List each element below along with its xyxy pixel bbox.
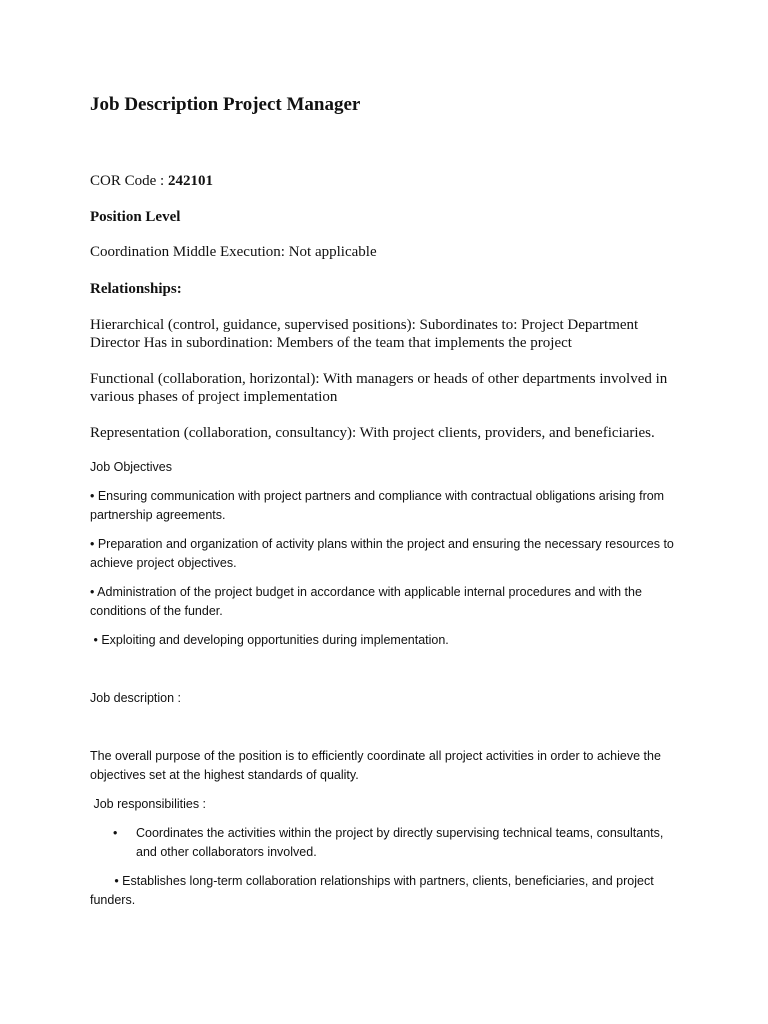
relationship-functional: Functional (collaboration, horizontal): With managers or heads of other departments involved in various phases of project implementation: [90, 371, 668, 405]
cor-code-label: COR Code :: [90, 173, 168, 189]
cor-code-line: [90, 172, 680, 190]
objectives-heading: Job Objectives: [90, 460, 172, 474]
position-level-text: Coordination Middle Execution: Not applicable: [90, 244, 377, 260]
responsibility-item: Coordinates the activities within the project by directly supervising technical teams, consultants, and other collaborators involved.: [136, 826, 664, 859]
responsibilities-heading: Job responsibilities :: [90, 797, 207, 811]
responsibility-item: • Establishes long-term collaboration relationships with partners, clients, beneficiaries, and project funders.: [90, 874, 658, 907]
responsibility-bullet: •: [113, 826, 118, 840]
description-heading: Job description :: [90, 691, 182, 705]
document-title: Job Description Project Manager: [90, 94, 361, 115]
objective-item: • Administration of the project budget in accordance with applicable internal procedures and with the conditions of the funder.: [90, 585, 642, 618]
relationships-heading: Relationships:: [90, 281, 182, 297]
relationship-representation: Representation (collaboration, consultancy): With project clients, providers, and beneficiaries.: [90, 425, 655, 441]
position-level-heading: Position Level: [90, 209, 181, 225]
relationship-hierarchical: Hierarchical (control, guidance, supervised positions): Subordinates to: Project Department Director Has in subordination: Members of the team that implements the project: [90, 317, 639, 351]
objective-item: • Preparation and organization of activity plans within the project and ensuring the necessary resources to achieve project objectives.: [90, 537, 674, 570]
cor-code-value: 242101: [167, 173, 213, 189]
objective-item: • Exploiting and developing opportunities during implementation.: [90, 633, 449, 647]
objective-item: • Ensuring communication with project partners and compliance with contractual obligations arising from partnership agreements.: [90, 489, 665, 522]
description-text: The overall purpose of the position is to efficiently coordinate all project activities in order to achieve the objectives set at the highest standards of quality.: [90, 749, 661, 782]
